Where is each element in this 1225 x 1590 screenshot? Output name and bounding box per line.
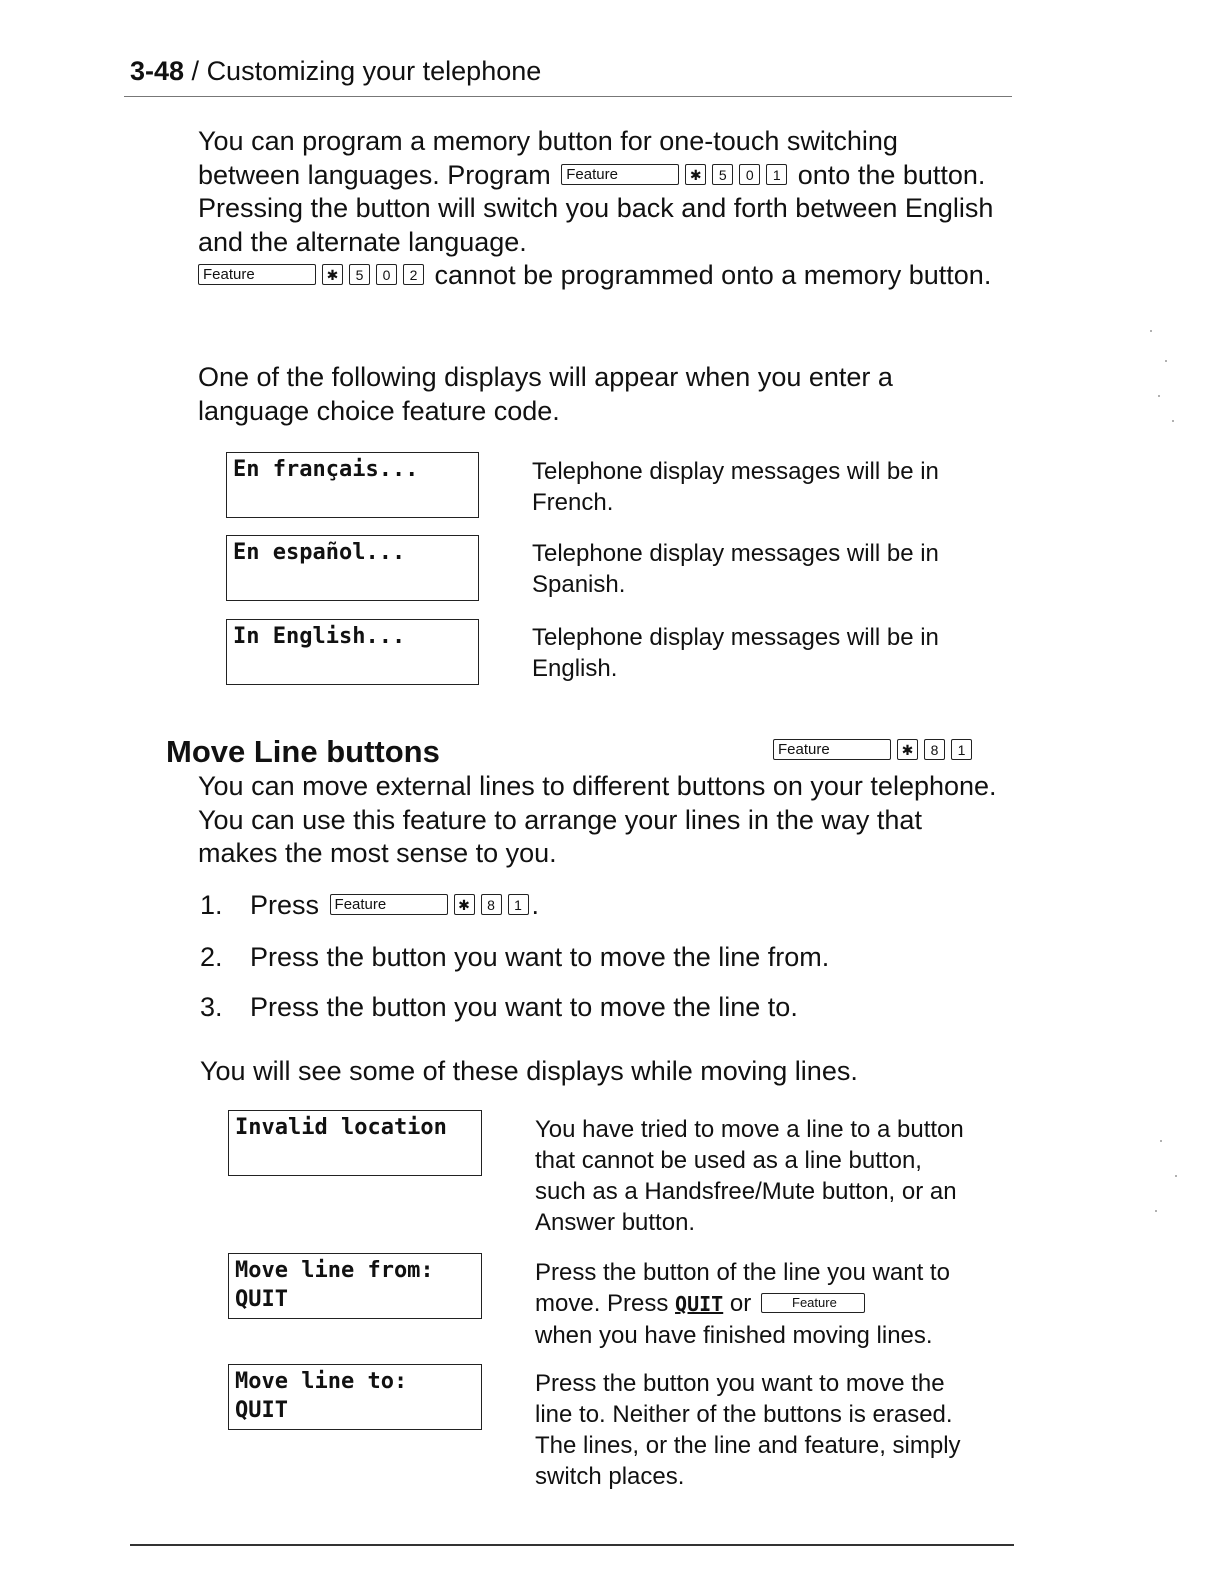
digit-key-1: 1	[766, 164, 787, 185]
step-1	[200, 887, 539, 923]
step-text: Press	[250, 890, 320, 920]
digit-key-5: 5	[712, 164, 733, 185]
intro-paragraph	[198, 125, 998, 293]
lcd-description-english: Telephone display messages will be in English.	[532, 624, 939, 682]
displays-intro: One of the following displays will appear when you enter a language choice feature code.	[198, 362, 893, 426]
step-2	[200, 939, 829, 975]
lcd-display-move-from	[228, 1253, 482, 1319]
digit-key-2: 2	[403, 264, 424, 285]
intro-text-a: You can program a memory button for one-touch switching between languages. Program	[198, 126, 898, 190]
header-rule	[124, 96, 1012, 97]
lcd-display-move-to	[228, 1364, 482, 1430]
scan-speck	[1172, 420, 1174, 422]
digit-key-0: 0	[376, 264, 397, 285]
digit-key-1: 1	[951, 739, 972, 760]
desc-text-a: Press the button of the line you want to move. Press	[535, 1259, 950, 1317]
step-number: 1.	[200, 890, 223, 920]
moving-displays-intro: You will see some of these displays while moving lines.	[200, 1056, 858, 1086]
scan-speck	[1160, 1140, 1162, 1142]
lcd-line-1: Move line from:	[235, 1258, 434, 1283]
lcd-description-french: Telephone display messages will be in French.	[532, 458, 939, 516]
page-number: 3-48	[130, 56, 185, 86]
step-text: Press the button you want to move the line to.	[250, 992, 798, 1022]
lcd-display-english: In English...	[226, 619, 479, 685]
lcd-display-french: En français...	[226, 452, 479, 518]
feature-key: Feature	[761, 1293, 865, 1313]
feature-key: Feature	[198, 264, 316, 285]
step-3	[200, 989, 798, 1025]
feature-key: Feature	[330, 894, 448, 915]
digit-key-8: 8	[924, 739, 945, 760]
header-title: Customizing your telephone	[206, 56, 542, 86]
intro-text-b: onto the button. Pressing the button will switch you back and forth between English and the alternate language.	[198, 159, 994, 257]
move-line-intro: You can move external lines to different buttons on your telephone. You can use this feature to arrange your lines in the way that makes the most sense to you.	[198, 771, 997, 868]
lcd-description-move-to: Press the button you want to move the line to. Neither of the buttons is erased. The lines, or the line and feature, simply switch places.	[535, 1370, 961, 1490]
desc-text-b: when you have finished moving lines.	[535, 1322, 933, 1349]
step-text: Press the button you want to move the line from.	[250, 942, 830, 972]
lcd-description-move-from	[535, 1257, 975, 1351]
digit-key-1: 1	[508, 894, 529, 915]
lcd-line-1: Invalid location	[235, 1115, 447, 1140]
digit-key-0: 0	[739, 164, 760, 185]
section-title: Move Line buttons	[166, 734, 440, 769]
quit-softkey: QUIT	[675, 1292, 724, 1316]
section-feature-code	[770, 741, 975, 762]
step-number: 2.	[200, 942, 223, 972]
step-number: 3.	[200, 992, 223, 1022]
scan-speck	[1158, 395, 1160, 397]
feature-key: Feature	[773, 739, 891, 760]
scan-speck	[1150, 330, 1152, 332]
step-suffix: .	[531, 890, 540, 920]
star-key: ✱	[454, 894, 475, 915]
digit-key-8: 8	[481, 894, 502, 915]
desc-text-or: or	[729, 1290, 752, 1317]
scan-speck	[1165, 360, 1167, 362]
lcd-line-2: QUIT	[235, 1398, 288, 1423]
digit-key-5: 5	[349, 264, 370, 285]
lcd-line-2: QUIT	[235, 1287, 288, 1312]
header-separator: /	[184, 56, 207, 86]
star-key: ✱	[322, 264, 343, 285]
page-header	[130, 52, 541, 90]
lcd-description-spanish: Telephone display messages will be in Spanish.	[532, 540, 939, 598]
scan-speck	[1175, 1175, 1177, 1177]
lcd-display-spanish: En español...	[226, 535, 479, 601]
star-key: ✱	[897, 739, 918, 760]
star-key: ✱	[685, 164, 706, 185]
footer-rule	[130, 1544, 1014, 1546]
intro-text-c: cannot be programmed onto a memory button.	[434, 260, 992, 290]
feature-key: Feature	[561, 164, 679, 185]
lcd-line-1: Move line to:	[235, 1369, 408, 1394]
lcd-description-invalid: You have tried to move a line to a button that cannot be used as a line button, such as a Handsfree/Mute button, or an Answer button.	[535, 1116, 964, 1236]
scan-speck	[1155, 1210, 1157, 1212]
lcd-display-invalid-location	[228, 1110, 482, 1176]
